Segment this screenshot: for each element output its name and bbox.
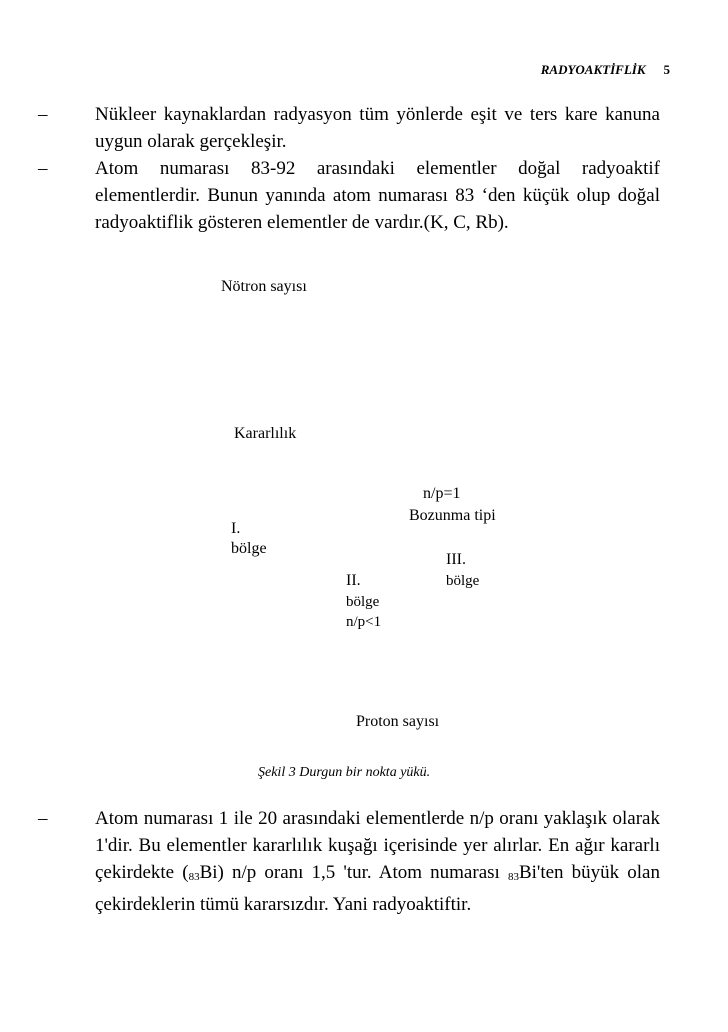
stability-label: Kararlılık bbox=[234, 425, 297, 442]
np-equal-one-label: n/p=1 bbox=[423, 485, 461, 502]
bullet-dash: – bbox=[38, 808, 48, 829]
running-header bbox=[541, 62, 670, 78]
bullet-dash: – bbox=[38, 158, 48, 179]
figure-caption: Şekil 3 Durgun bir nokta yükü. bbox=[258, 765, 431, 780]
bullet-paragraph-3: Atom numarası 1 ile 20 arasındaki elementlerde n/p oranı yaklaşık olarak 1'dir. Bu elementler kararlılık kuşağı içerisinde yer alırlar. En ağır kararlı çekirdekte $(_{83}Bi)$ n/p oranı 1,5 'tur. Atom numarası $_{83}$Bi'ten büyük olan çekirdeklerin tümü kararsızdır. Yani radyoaktiftir. bbox=[95, 808, 660, 915]
header-title: RADYOAKTİFLİK bbox=[540, 62, 646, 77]
bullet-paragraph-2: Atom numarası 83-92 arasındaki elementler doğal radyoaktif elementlerdir. Bunun yanında atom numarası 83 ‘den küçük olup doğal radyoaktiflik gösteren elementler de vardır.(K, C, Rb). bbox=[95, 158, 660, 233]
decay-type-label: Bozunma tipi bbox=[409, 507, 496, 524]
page-number: 5 bbox=[663, 62, 670, 77]
atomic-number-subscript: 83 bbox=[507, 871, 519, 883]
region1-number: I. bbox=[231, 520, 241, 537]
y-axis-label: Nötron sayısı bbox=[221, 278, 307, 295]
region2-number: II. bbox=[346, 572, 361, 589]
region1-word: bölge bbox=[231, 540, 267, 557]
bullet-dash: – bbox=[38, 104, 48, 125]
region3-number: III. bbox=[446, 551, 466, 568]
bullet-paragraph-1: Nükleer kaynaklardan radyasyon tüm yönlerde eşit ve ters kare kanuna uygun olarak gerçekleşir. bbox=[95, 104, 660, 152]
region3-word: bölge bbox=[446, 573, 480, 589]
atomic-number-subscript: 83 bbox=[188, 871, 200, 883]
region2-ratio: n/p<1 bbox=[346, 614, 382, 630]
region2-word: bölge bbox=[346, 594, 380, 610]
x-axis-label: Proton sayısı bbox=[356, 713, 440, 730]
